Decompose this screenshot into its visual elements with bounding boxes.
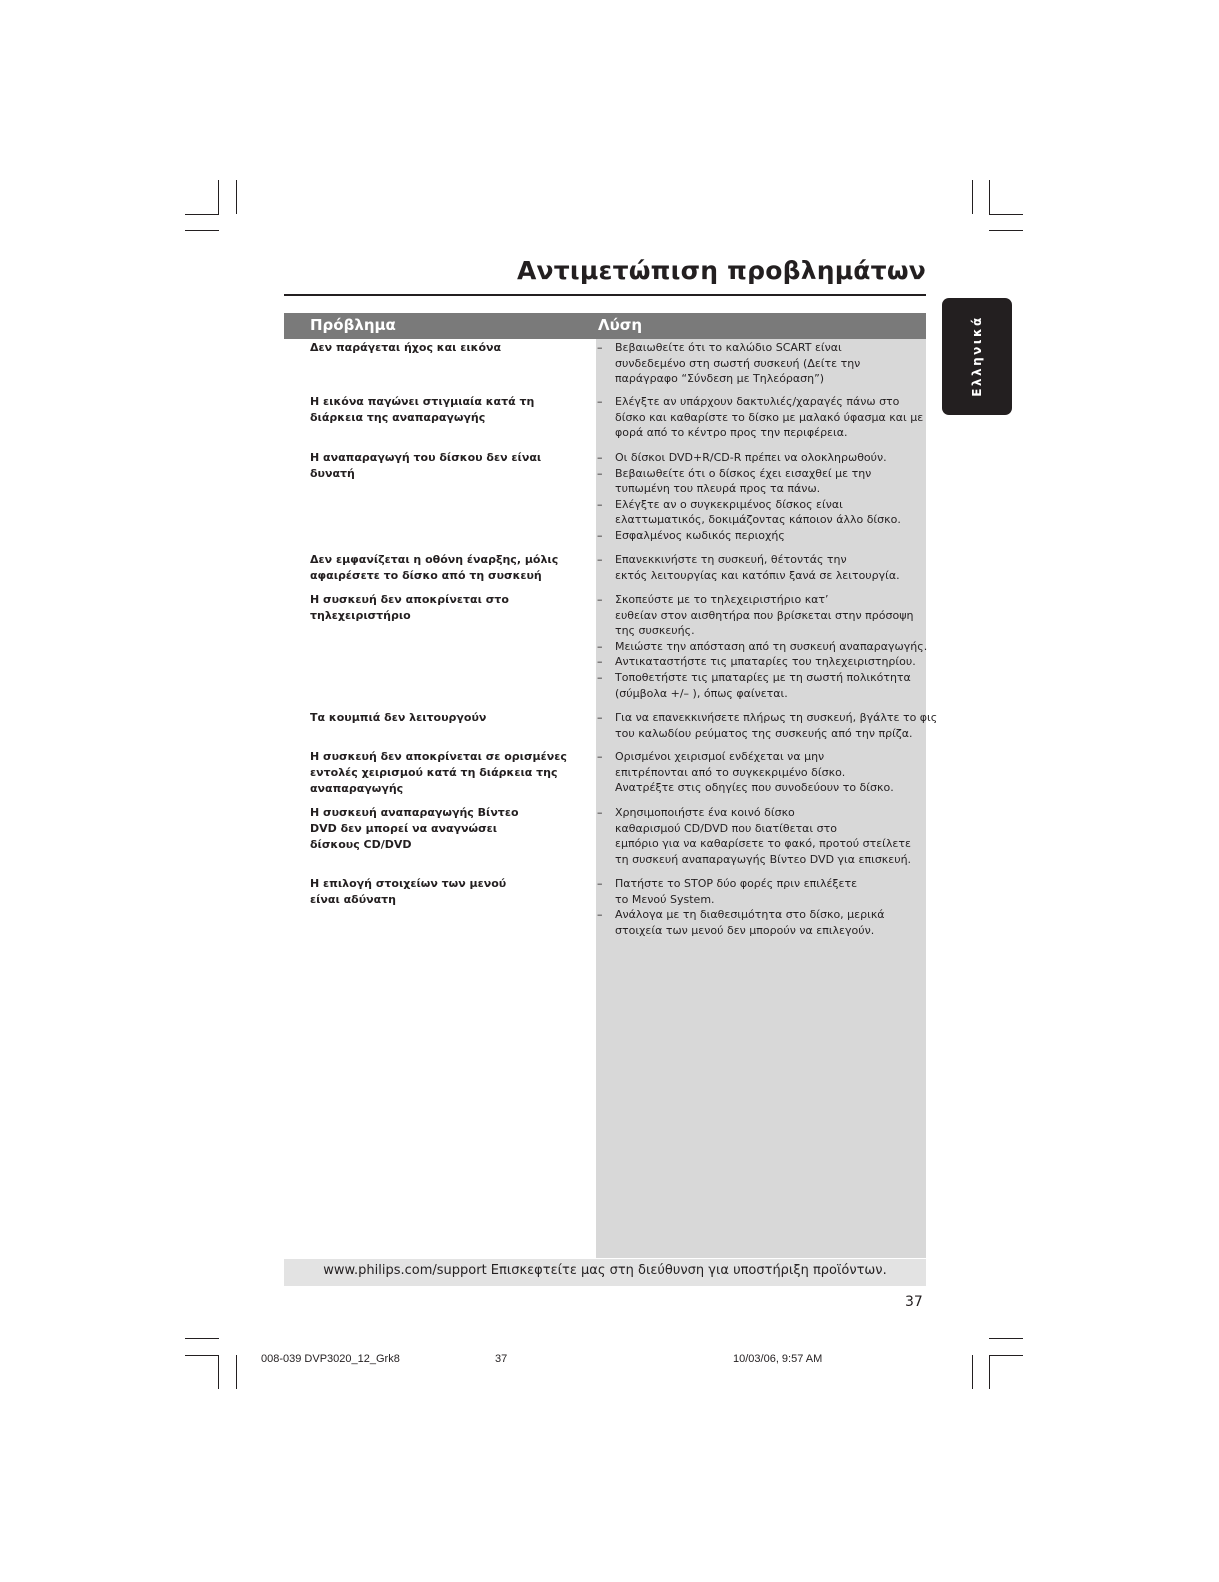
problem-line: Η επιλογή στοιχείων των μενού	[310, 877, 507, 890]
problem-line: DVD δεν μπορεί να αναγνώσει	[310, 822, 498, 835]
dash-bullet: –	[597, 639, 603, 653]
dash-bullet: –	[597, 497, 603, 511]
dash-bullet: –	[597, 528, 603, 542]
problem-text	[310, 394, 590, 426]
solution-item	[597, 552, 927, 583]
crop-mark	[989, 1355, 1023, 1356]
solution-line: εμπόριο για να καθαρίσετε το φακό, προτού στείλετε	[615, 837, 911, 851]
solution-line: στοιχεία των μενού δεν μπορούν να επιλεγούν.	[615, 923, 875, 937]
solution-list	[597, 552, 927, 583]
solution-line: Μειώστε την απόσταση από τη συσκευή αναπαραγωγής.	[615, 639, 928, 653]
solution-item	[597, 340, 927, 387]
problem-line: διάρκεια της αναπαραγωγής	[310, 411, 486, 424]
problem-line: Η συσκευή αναπαραγωγής Βίντεο	[310, 806, 519, 819]
solution-line: καθαρισμού CD/DVD που διατίθεται στο	[615, 821, 837, 835]
dash-bullet: –	[597, 806, 603, 819]
solution-item	[597, 907, 927, 938]
solution-list	[597, 394, 927, 441]
crop-mark	[185, 230, 219, 231]
dash-bullet: –	[597, 593, 603, 606]
support-footer	[284, 1259, 926, 1286]
problem-line: Δεν εμφανίζεται η οθόνη έναρξης, μόλις	[310, 553, 559, 566]
solution-line: φορά από το κέντρο προς την περιφέρεια.	[615, 426, 848, 440]
header-solution: Λύση	[598, 316, 643, 334]
solution-line: ευθείαν στον αισθητήρα που βρίσκεται στην πρόσοψη	[615, 608, 914, 622]
solution-list	[597, 749, 927, 796]
dash-bullet: –	[597, 466, 603, 480]
problem-line: Η εικόνα παγώνει στιγμιαία κατά τη	[310, 395, 535, 408]
crop-mark	[989, 1355, 990, 1389]
dash-bullet: –	[597, 395, 603, 408]
solution-item	[597, 749, 927, 796]
header-problem: Πρόβλημα	[310, 316, 396, 334]
solution-line: τυπωμένη του πλευρά προς τα πάνω.	[615, 482, 821, 496]
dash-bullet: –	[597, 908, 603, 922]
problem-line: Τα κουμπιά δεν λειτουργούν	[310, 711, 487, 724]
dash-bullet: –	[597, 877, 603, 890]
solution-line: Βεβαιωθείτε ότι ο δίσκος έχει εισαχθεί με την	[615, 466, 872, 480]
solution-line: συνδεδεμένο στη σωστή συσκευή (Δείτε την	[615, 356, 861, 370]
solution-item	[597, 528, 927, 544]
solution-line: παράγραφο “Σύνδεση με Τηλεόραση”)	[615, 372, 825, 386]
solution-list	[597, 876, 927, 938]
problem-text	[310, 710, 590, 726]
solution-line: Αντικαταστήστε τις μπαταρίες του τηλεχειριστηρίου.	[615, 655, 916, 669]
problem-text	[310, 749, 590, 797]
problem-line: αναπαραγωγής	[310, 782, 404, 795]
problem-text	[310, 450, 590, 482]
dash-bullet: –	[597, 670, 603, 684]
print-page-number: 37	[495, 1353, 508, 1365]
solution-item	[597, 592, 927, 639]
problem-line: δυνατή	[310, 467, 355, 480]
solution-list	[597, 340, 927, 387]
solution-line: του καλωδίου ρεύματος της συσκευής από την πρίζα.	[615, 726, 913, 740]
solution-list	[597, 592, 927, 701]
crop-mark	[972, 1355, 973, 1389]
solution-list	[597, 710, 938, 741]
crop-mark	[236, 1355, 237, 1389]
solution-line: δίσκο και καθαρίστε το δίσκο με μαλακό ύφασμα και με	[615, 410, 924, 424]
problem-line: αφαιρέσετε το δίσκο από τη συσκευή	[310, 569, 542, 582]
solution-item	[597, 394, 927, 441]
solution-line: Χρησιμοποιήστε ένα κοινό δίσκο	[615, 806, 795, 819]
print-file-name: 008-039 DVP3020_12_Grk8	[261, 1353, 400, 1365]
dash-bullet: –	[597, 750, 603, 763]
page-title: Αντιμετώπιση προβλημάτων	[517, 256, 926, 285]
solution-line: Εσφαλμένος κωδικός περιοχής	[615, 528, 785, 542]
problem-line: δίσκους CD/DVD	[310, 838, 412, 851]
problem-text	[310, 876, 590, 908]
solution-line: ελαττωματικός, δοκιμάζοντας κάποιον άλλο δίσκο.	[615, 513, 901, 527]
solution-line: Ορισμένοι χειρισμοί ενδέχεται να μην	[615, 750, 825, 763]
solution-item	[597, 466, 927, 497]
problem-line: είναι αδύνατη	[310, 893, 397, 906]
problem-line: Δεν παράγεται ήχος και εικόνα	[310, 341, 502, 354]
problem-line: εντολές χειρισμού κατά τη διάρκεια της	[310, 766, 558, 779]
solution-line: Οι δίσκοι DVD+R/CD-R πρέπει να ολοκληρωθούν.	[615, 451, 887, 464]
page-number: 37	[905, 1294, 923, 1310]
solution-line: τη συσκευή αναπαραγωγής Βίντεο DVD για επισκευή.	[615, 852, 912, 866]
crop-mark	[989, 230, 1023, 231]
table-header	[284, 313, 926, 339]
title-rule	[284, 294, 926, 296]
dash-bullet: –	[597, 553, 603, 566]
dash-bullet: –	[597, 341, 603, 354]
solution-line: Για να επανεκκινήσετε πλήρως τη συσκευή, βγάλτε το φις	[615, 711, 938, 724]
problem-line: Η συσκευή δεν αποκρίνεται στο	[310, 593, 509, 606]
solution-line: της συσκευής.	[615, 624, 695, 638]
crop-mark	[989, 1338, 1023, 1339]
solution-list	[597, 450, 927, 544]
solution-line: Πατήστε το STOP δύο φορές πριν επιλέξετε	[615, 877, 858, 890]
solution-line: Σκοπεύστε με το τηλεχειριστήριο κατ’	[615, 593, 829, 606]
language-tab	[942, 298, 1012, 415]
solution-list	[597, 805, 927, 867]
problem-text	[310, 805, 590, 853]
solution-item	[597, 805, 927, 867]
crop-mark	[989, 214, 1023, 215]
language-tab-label: Ελληνικά	[970, 315, 984, 397]
solution-line: (σύμβολα +/– ), όπως φαίνεται.	[615, 686, 788, 700]
solution-line: Ελέγξτε αν υπάρχουν δακτυλιές/χαραγές πάνω στο	[615, 395, 900, 408]
crop-mark	[236, 180, 237, 214]
dash-bullet: –	[597, 451, 603, 464]
solution-line: Βεβαιωθείτε ότι το καλώδιο SCART είναι	[615, 341, 842, 354]
solution-line: Ανατρέξτε στις οδηγίες που συνοδεύουν το δίσκο.	[615, 781, 894, 795]
crop-mark	[218, 180, 219, 214]
solution-line: Ελέγξτε αν ο συγκεκριμένος δίσκος είναι	[615, 497, 843, 511]
problem-text	[310, 552, 590, 584]
problem-line: τηλεχειριστήριο	[310, 609, 411, 622]
dash-bullet: –	[597, 711, 603, 724]
crop-mark	[218, 1355, 219, 1389]
support-text: www.philips.com/support Επισκεφτείτε μας στη διεύθυνση για υποστήριξη προϊόντων.	[323, 1263, 887, 1278]
solution-line: Επανεκκινήστε τη συσκευή, θέτοντάς την	[615, 553, 847, 566]
solution-item	[597, 670, 927, 701]
solution-item	[597, 450, 927, 466]
solution-line: Τοποθετήστε τις μπαταρίες με τη σωστή πολικότητα	[615, 670, 911, 684]
crop-mark	[185, 1355, 219, 1356]
problem-line: Η συσκευή δεν αποκρίνεται σε ορισμένες	[310, 750, 567, 763]
solution-line: επιτρέπονται από το συγκεκριμένο δίσκο.	[615, 765, 846, 779]
solution-item	[597, 876, 927, 907]
problem-text	[310, 340, 590, 356]
problem-text	[310, 592, 590, 624]
solution-line: εκτός λειτουργίας και κατόπιν ξανά σε λειτουργία.	[615, 568, 900, 582]
solution-line: το Μενού System.	[615, 892, 715, 906]
crop-mark	[972, 180, 973, 214]
solution-item	[597, 497, 927, 528]
crop-mark	[185, 214, 219, 215]
solution-item	[597, 654, 927, 670]
crop-mark	[989, 180, 990, 214]
print-date: 10/03/06, 9:57 AM	[733, 1353, 823, 1365]
crop-mark	[185, 1338, 219, 1339]
problem-line: Η αναπαραγωγή του δίσκου δεν είναι	[310, 451, 542, 464]
solution-line: Ανάλογα με τη διαθεσιμότητα στο δίσκο, μερικά	[615, 908, 885, 922]
dash-bullet: –	[597, 655, 603, 669]
solution-item	[597, 639, 927, 655]
solution-item	[597, 710, 938, 741]
